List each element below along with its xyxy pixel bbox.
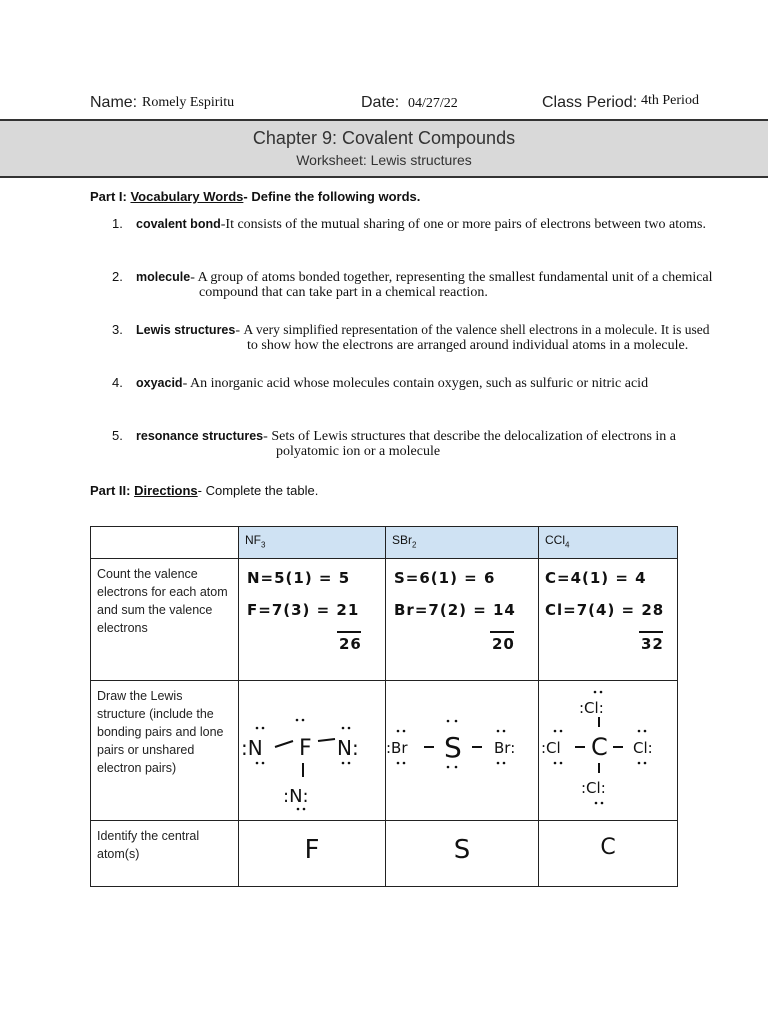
formula: SBr (392, 533, 413, 547)
nf3-right-n: N: (337, 736, 359, 760)
table-corner-cell (91, 527, 239, 559)
nf3-lewis-structure (239, 681, 386, 821)
count-line-1: N=5(1) = 5 (247, 569, 351, 587)
central-atom-ccl4: C (539, 821, 678, 887)
separator: - (190, 270, 198, 285)
formula-subscript: 4 (565, 540, 570, 550)
vocab-term: covalent bond (136, 217, 221, 231)
table-header-row (91, 527, 678, 559)
valence-cell-nf3 (239, 559, 386, 681)
count-line-2: Cl=7(4) = 28 (545, 601, 665, 619)
valence-cell-sbr2 (386, 559, 539, 681)
formula: NF (245, 533, 261, 547)
vocab-term: oxyacid (136, 376, 183, 390)
title-banner (0, 119, 768, 178)
formula-subscript: 2 (412, 540, 417, 550)
part1-heading (90, 189, 420, 204)
separator: - (235, 323, 244, 338)
table-row-lewis (91, 681, 678, 821)
table-row-central (91, 821, 678, 887)
item-number: 4. (112, 375, 123, 390)
vocab-definition: It consists of the mutual sharing of one or more pairs of electrons between two atoms. (225, 217, 706, 232)
sum-bar (490, 631, 514, 633)
vocab-definition-cont: polyatomic ion or a molecule (276, 444, 441, 459)
ccl4-bottom-cl: :Cl: (581, 779, 606, 797)
part1-label: Part I: (90, 189, 127, 204)
class-period-value: 4th Period (641, 93, 699, 108)
page-subtitle: Worksheet: Lewis structures (296, 152, 472, 168)
nf3-center-f: F (299, 736, 312, 761)
item-number: 1. (112, 216, 123, 231)
count-total: 32 (641, 635, 664, 653)
column-header-nf3 (239, 527, 386, 559)
row-label-central: Identify the central atom(s) (91, 821, 239, 887)
column-header-sbr2 (386, 527, 539, 559)
ccl4-left-cl: :Cl (541, 739, 561, 757)
lewis-table (90, 526, 678, 887)
name-value: Romely Espiritu (142, 95, 235, 110)
sbr2-left-br: :Br (386, 739, 408, 757)
vocab-term: resonance structures (136, 429, 264, 443)
vocab-definition: A group of atoms bonded together, representing the smallest fundamental unit of a chemical (197, 270, 713, 285)
vocab-definition: Sets of Lewis structures that describe the delocalization of electrons in a (271, 429, 677, 444)
vocab-definition-cont: to show how the electrons are arranged around individual atoms in a molecule. (247, 338, 689, 353)
part1-vocab-link: Vocabulary Words (130, 189, 244, 204)
part2-label: Part II: (90, 483, 131, 498)
ccl4-lewis-structure (539, 681, 678, 821)
class-period-label: Class Period: (542, 94, 638, 111)
formula: CCl (545, 533, 565, 547)
ccl4-center-c: C (591, 733, 608, 761)
nf3-bottom-n: :N: (283, 786, 309, 807)
separator: - (263, 429, 272, 444)
valence-cell-ccl4 (539, 559, 678, 681)
lewis-cell-ccl4 (539, 681, 678, 821)
ccl4-top-cl: :Cl: (579, 699, 604, 717)
central-atom-sbr2: S (386, 821, 539, 887)
date-label: Date: (361, 94, 400, 111)
sbr2-lewis-structure (386, 681, 539, 821)
lewis-cell-sbr2 (386, 681, 539, 821)
vocab-definition: A very simplified representation of the valence shell electrons in a molecule. It is used (243, 322, 710, 337)
formula-subscript: 3 (261, 540, 266, 550)
part2-heading (90, 483, 318, 498)
sbr2-right-br: Br: (494, 739, 516, 757)
separator: - (182, 376, 190, 391)
nf3-left-n: :N (241, 736, 263, 760)
date-value: 04/27/22 (408, 96, 458, 111)
name-label: Name: (90, 94, 138, 111)
item-number: 5. (112, 428, 123, 443)
separator: - (220, 217, 226, 232)
part2-instruction: - Complete the table. (197, 483, 319, 498)
page-title: Chapter 9: Covalent Compounds (252, 128, 516, 148)
vocab-definition-cont: compound that can take part in a chemical reaction. (199, 285, 488, 300)
table-row-valence (91, 559, 678, 681)
sum-bar (639, 631, 663, 633)
vocab-term: molecule (136, 270, 191, 284)
count-total: 20 (492, 635, 515, 653)
count-line-2: Br=7(2) = 14 (394, 601, 516, 619)
row-label-lewis: Draw the Lewis structure (include the bonding pairs and lone pairs or unshared electron pairs) (91, 681, 239, 821)
part1-instruction: - Define the following words. (243, 189, 421, 204)
item-number: 2. (112, 269, 123, 284)
lewis-cell-nf3 (239, 681, 386, 821)
sum-bar (337, 631, 361, 633)
count-line-1: S=6(1) = 6 (394, 569, 496, 587)
row-label-valence: Count the valence electrons for each atom and sum the valence electrons (91, 559, 239, 681)
count-line-2: F=7(3) = 21 (247, 601, 360, 619)
item-number: 3. (112, 322, 123, 337)
ccl4-right-cl: Cl: (633, 739, 653, 757)
vocab-definition: An inorganic acid whose molecules contain oxygen, such as sulfuric or nitric acid (189, 376, 649, 391)
vocab-term: Lewis structures (136, 323, 236, 337)
sbr2-center-s: S (444, 731, 462, 764)
part2-directions-link: Directions (134, 483, 198, 498)
count-total: 26 (339, 635, 362, 653)
count-line-1: C=4(1) = 4 (545, 569, 647, 587)
column-header-ccl4 (539, 527, 678, 559)
central-atom-nf3: F (239, 821, 386, 887)
